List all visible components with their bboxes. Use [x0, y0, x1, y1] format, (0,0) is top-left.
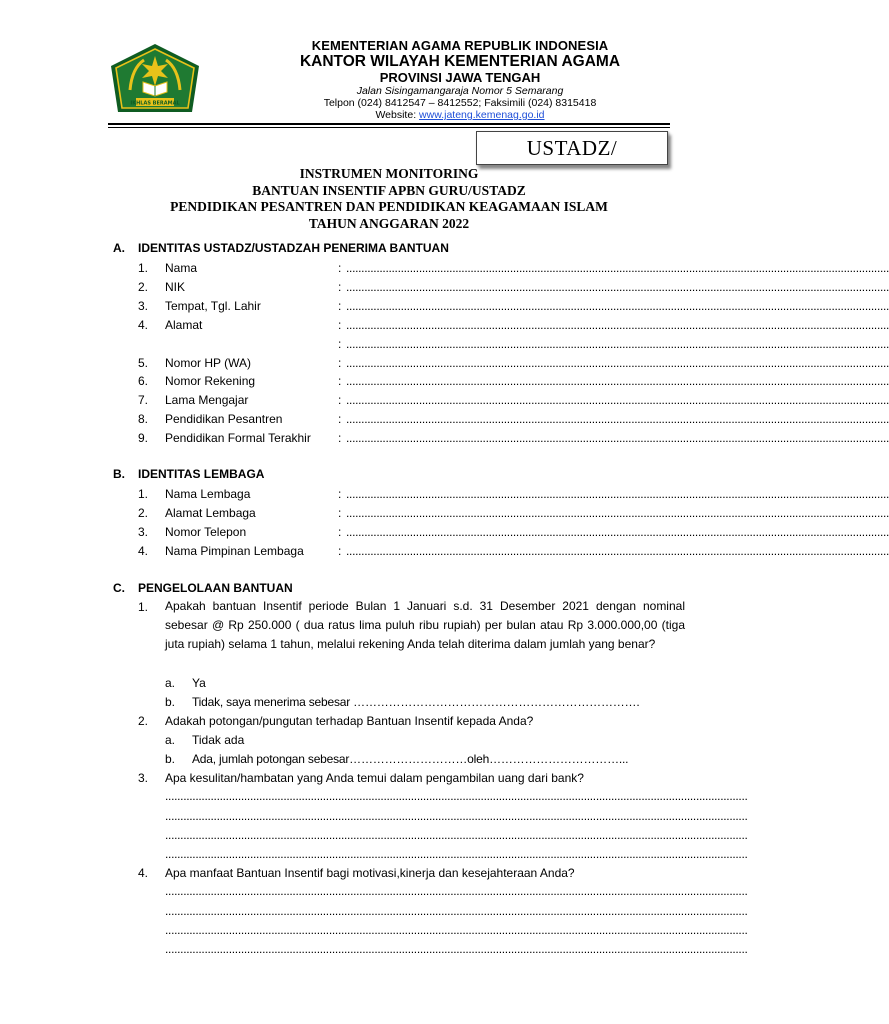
field-label: Pendidikan Formal Terakhir	[165, 431, 311, 446]
field-label: Lama Mengajar	[165, 393, 249, 408]
ministry-name: KEMENTERIAN AGAMA REPUBLIK INDONESIA	[311, 38, 609, 53]
option-letter: b.	[165, 695, 176, 709]
field-colon: :	[338, 317, 342, 332]
answer-line[interactable]: ................................................................................................................................................................................................	[165, 847, 748, 861]
answer-line[interactable]: ................................................................................................................................................................................................	[165, 942, 748, 956]
form-field-row	[0, 355, 889, 372]
section-a-heading	[113, 241, 449, 255]
section-letter: C.	[113, 581, 125, 595]
question-number: 4.	[138, 866, 149, 880]
question-2-text: Adakah potongan/pungutan terhadap Bantuan Insentif kepada Anda?	[165, 714, 534, 728]
field-colon: :	[338, 261, 342, 275]
field-colon: :	[338, 524, 342, 539]
option-label: Ada, jumlah potongan sebesar…………………………oleh……………………………...	[192, 752, 629, 766]
field-number: 3.	[138, 524, 149, 539]
office-website	[230, 109, 690, 121]
form-field-row	[0, 393, 889, 409]
field-number: 9.	[138, 431, 149, 446]
field-colon: :	[338, 355, 342, 370]
form-field-row	[0, 543, 889, 560]
question-number: 1.	[138, 600, 149, 614]
option-letter: a.	[165, 733, 176, 747]
form-field-row	[0, 336, 889, 353]
field-fill-line[interactable]: ...................................................................................................................................................................................	[346, 279, 889, 294]
section-c-heading	[113, 581, 293, 595]
section-letter: B.	[113, 467, 125, 481]
question-1-option-b[interactable]	[0, 695, 768, 711]
website-link[interactable]: www.jateng.kemenag.go.id	[419, 109, 545, 121]
field-fill-line[interactable]: ...................................................................................................................................................................................	[346, 355, 889, 370]
field-label: Nomor Telepon	[165, 524, 247, 539]
field-number: 4.	[138, 543, 149, 558]
respondent-type-label: USTADZ/	[476, 131, 668, 165]
option-label: Tidak ada	[192, 733, 245, 747]
title-line-1: INSTRUMEN MONITORING	[299, 166, 479, 181]
question-2-option-b[interactable]	[0, 752, 768, 768]
field-colon: :	[338, 279, 342, 294]
field-label: Nama	[165, 261, 198, 275]
field-fill-line[interactable]: ...................................................................................................................................................................................	[346, 487, 889, 501]
field-label: Alamat Lembaga	[165, 505, 256, 520]
field-fill-line[interactable]: ...................................................................................................................................................................................	[346, 317, 889, 332]
form-field-row	[0, 374, 889, 390]
option-label: Ya	[192, 676, 206, 690]
option-label: Tidak, saya menerima sebesar ……………………………………………………………….	[192, 695, 640, 709]
field-label: NIK	[165, 279, 186, 294]
field-number: 4.	[138, 317, 149, 332]
form-field-row	[0, 524, 889, 541]
document-title	[100, 166, 678, 232]
office-phone: Telpon (024) 8412547 – 8412552; Faksimili (024) 8315418	[323, 97, 597, 109]
section-letter: A.	[113, 241, 125, 255]
field-colon: :	[338, 298, 342, 313]
question-4-text: Apa manfaat Bantuan Insentif bagi motivasi,kinerja dan kesejahteraan Anda?	[165, 866, 575, 880]
form-field-row	[0, 317, 889, 334]
section-b-heading	[113, 467, 264, 481]
field-fill-line[interactable]: ...................................................................................................................................................................................	[346, 431, 889, 446]
field-fill-line[interactable]: ...................................................................................................................................................................................	[346, 374, 889, 389]
answer-line[interactable]: ................................................................................................................................................................................................	[165, 789, 748, 803]
field-fill-line[interactable]: ...................................................................................................................................................................................	[346, 298, 889, 313]
question-number: 3.	[138, 771, 149, 785]
field-colon: :	[338, 431, 342, 446]
section-title: PENGELOLAAN BANTUAN	[138, 581, 293, 595]
section-title: IDENTITAS LEMBAGA	[138, 467, 265, 481]
field-label: Nomor HP (WA)	[165, 355, 252, 370]
field-label: Tempat, Tgl. Lahir	[165, 298, 261, 313]
office-name: KANTOR WILAYAH KEMENTERIAN AGAMA	[299, 53, 621, 70]
field-number: 6.	[138, 374, 149, 389]
field-number: 2.	[138, 505, 149, 520]
province-name: PROVINSI JAWA TENGAH	[379, 70, 541, 85]
form-field-row	[0, 505, 889, 522]
field-fill-line[interactable]: ...................................................................................................................................................................................	[346, 543, 889, 558]
field-label: Pendidikan Pesantren	[165, 412, 283, 427]
field-fill-line[interactable]: ...................................................................................................................................................................................	[346, 261, 889, 275]
question-2-option-a[interactable]	[0, 733, 768, 749]
letterhead-rule-thin	[108, 127, 670, 128]
field-fill-line[interactable]: ...................................................................................................................................................................................	[346, 524, 889, 539]
question-1-option-a[interactable]	[0, 676, 768, 692]
svg-text:IKHLAS BERAMAL: IKHLAS BERAMAL	[130, 100, 180, 107]
question-3-text: Apa kesulitan/hambatan yang Anda temui dalam pengambilan uang dari bank?	[165, 771, 584, 785]
field-number: 1.	[138, 261, 149, 275]
field-label: Nama Pimpinan Lembaga	[165, 543, 304, 558]
title-line-2: BANTUAN INSENTIF APBN GURU/USTADZ	[252, 182, 526, 198]
field-fill-line[interactable]: ...................................................................................................................................................................................	[346, 393, 889, 408]
answer-line[interactable]: ................................................................................................................................................................................................	[165, 828, 748, 842]
option-letter: b.	[165, 752, 176, 766]
field-number: 3.	[138, 298, 149, 313]
form-field-row	[0, 261, 889, 277]
form-field-row	[0, 487, 889, 503]
field-fill-line[interactable]: ...................................................................................................................................................................................	[346, 336, 889, 351]
letterhead-rule-thick	[108, 123, 670, 125]
field-number: 1.	[138, 487, 149, 501]
form-field-row	[0, 431, 889, 447]
field-colon: :	[338, 487, 342, 501]
letterhead	[230, 38, 690, 121]
form-field-row	[0, 298, 889, 315]
option-letter: a.	[165, 676, 176, 690]
kemenag-logo	[108, 42, 202, 118]
answer-line[interactable]: ................................................................................................................................................................................................	[165, 809, 748, 823]
form-field-row	[0, 412, 889, 428]
title-line-3: PENDIDIKAN PESANTREN DAN PENDIDIKAN KEAGAMAAN ISLAM	[170, 199, 608, 214]
field-colon: :	[338, 505, 342, 520]
field-colon: :	[338, 393, 342, 408]
section-title: IDENTITAS USTADZ/USTADZAH PENERIMA BANTUAN	[138, 241, 449, 255]
answer-line[interactable]: ................................................................................................................................................................................................	[165, 904, 748, 918]
office-address: Jalan Sisingamangaraja Nomor 5 Semarang	[356, 85, 564, 97]
field-number: 8.	[138, 412, 149, 427]
field-colon: :	[338, 374, 342, 389]
field-label: Alamat	[165, 317, 203, 332]
answer-line[interactable]: ................................................................................................................................................................................................	[165, 884, 748, 898]
question-1-text: Apakah bantuan Insentif periode Bulan 1 Januari s.d. 31 Desember 2021 dengan nominal sebesar @ Rp 250.000 ( dua ratus lima puluh ribu rupiah) per bulan atau Rp 3.000.000,00 (tiga juta rupiah) selama 1 tahun, melalui rekening Anda telah diterima dalam jumlah yang benar?	[165, 599, 685, 651]
form-field-row	[0, 279, 889, 296]
field-colon: :	[338, 412, 342, 427]
field-number: 2.	[138, 279, 149, 294]
field-colon: :	[338, 543, 342, 558]
title-line-4: TAHUN ANGGARAN 2022	[308, 215, 470, 231]
answer-line[interactable]: ................................................................................................................................................................................................	[165, 923, 748, 937]
field-fill-line[interactable]: ...................................................................................................................................................................................	[346, 505, 889, 520]
website-label: Website:	[375, 109, 420, 121]
field-number: 7.	[138, 393, 149, 408]
field-number: 5.	[138, 355, 149, 370]
field-colon: :	[338, 336, 342, 351]
field-fill-line[interactable]: ...................................................................................................................................................................................	[346, 412, 889, 427]
field-label: Nama Lembaga	[165, 487, 251, 501]
field-label: Nomor Rekening	[165, 374, 256, 389]
question-number: 2.	[138, 714, 149, 728]
